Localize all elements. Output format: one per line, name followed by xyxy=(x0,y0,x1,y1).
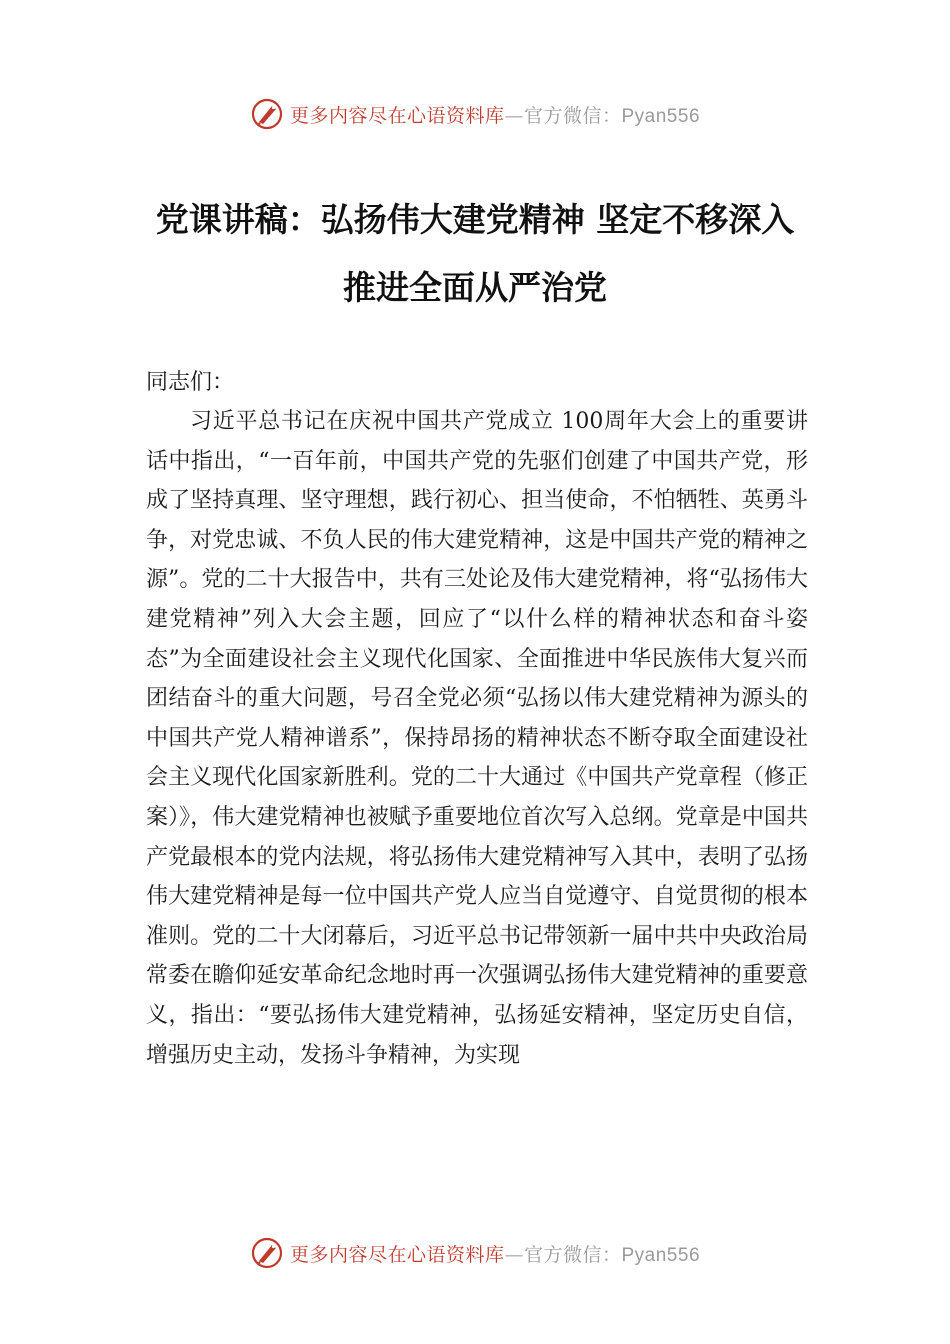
watermark-brand: 更多内容尽在心语资料库 xyxy=(289,104,505,127)
watermark-dash: — xyxy=(504,104,524,127)
header-watermark xyxy=(0,94,950,134)
watermark-label: 官方微信： xyxy=(523,104,622,127)
pen-nib-logo-icon xyxy=(250,1236,284,1270)
watermark-label: 官方微信： xyxy=(523,1243,622,1266)
watermark-id: Pyan556 xyxy=(621,1244,701,1266)
document-title: 党课讲稿：弘扬伟大建党精神 坚定不移深入推进全面从严治党 xyxy=(155,200,795,307)
watermark-id: Pyan556 xyxy=(621,105,701,127)
salutation: 同志们： xyxy=(146,370,235,395)
watermark-dash: — xyxy=(504,1243,524,1266)
pen-nib-logo-icon xyxy=(250,97,284,131)
watermark-brand: 更多内容尽在心语资料库 xyxy=(289,1243,505,1266)
footer-watermark xyxy=(0,1233,950,1273)
body-paragraph: 习近平总书记在庆祝中国共产党成立 100周年大会上的重要讲话中指出，“一百年前，中国共产党的先驱们创建了中国共产党，形成了坚持真理、坚守理想，践行初心、担当使命，不怕牺牲、英勇斗争，对党忠诚、不负人民的伟大建党精神，这是中国共产党的精神之源”。党的二十大报告中，共有三处论及伟大建党精神，将“弘扬伟大建党精神”列入大会主题，回应了“以什么样的精神状态和奋斗姿态”为全面建设社会主义现代化国家、全面推进中华民族伟大复兴而团结奋斗的重大问题，号召全党必须“弘扬以伟大建党精神为源头的中国共产党人精神谱系”，保持昂扬的精神状态不断夺取全面建设社会主义现代化国家新胜利。党的二十大通过《中国共产党章程（修正案）》，伟大建党精神也被赋予重要地位首次写入总纲。党章是中国共产党最根本的党内法规，将弘扬伟大建党精神写入其中，表明了弘扬伟大建党精神是每一位中国共产党人应当自觉遵守、自觉贯彻的根本准则。党的二十大闭幕后，习近平总书记带领新一届中共中央政治局常委在瞻仰延安革命纪念地时再一次强调弘扬伟大建党精神的重要意义，指出：“要弘扬伟大建党精神，弘扬延安精神，坚定历史自信，增强历史主动，发扬斗争精神，为实现 xyxy=(146,409,808,1068)
